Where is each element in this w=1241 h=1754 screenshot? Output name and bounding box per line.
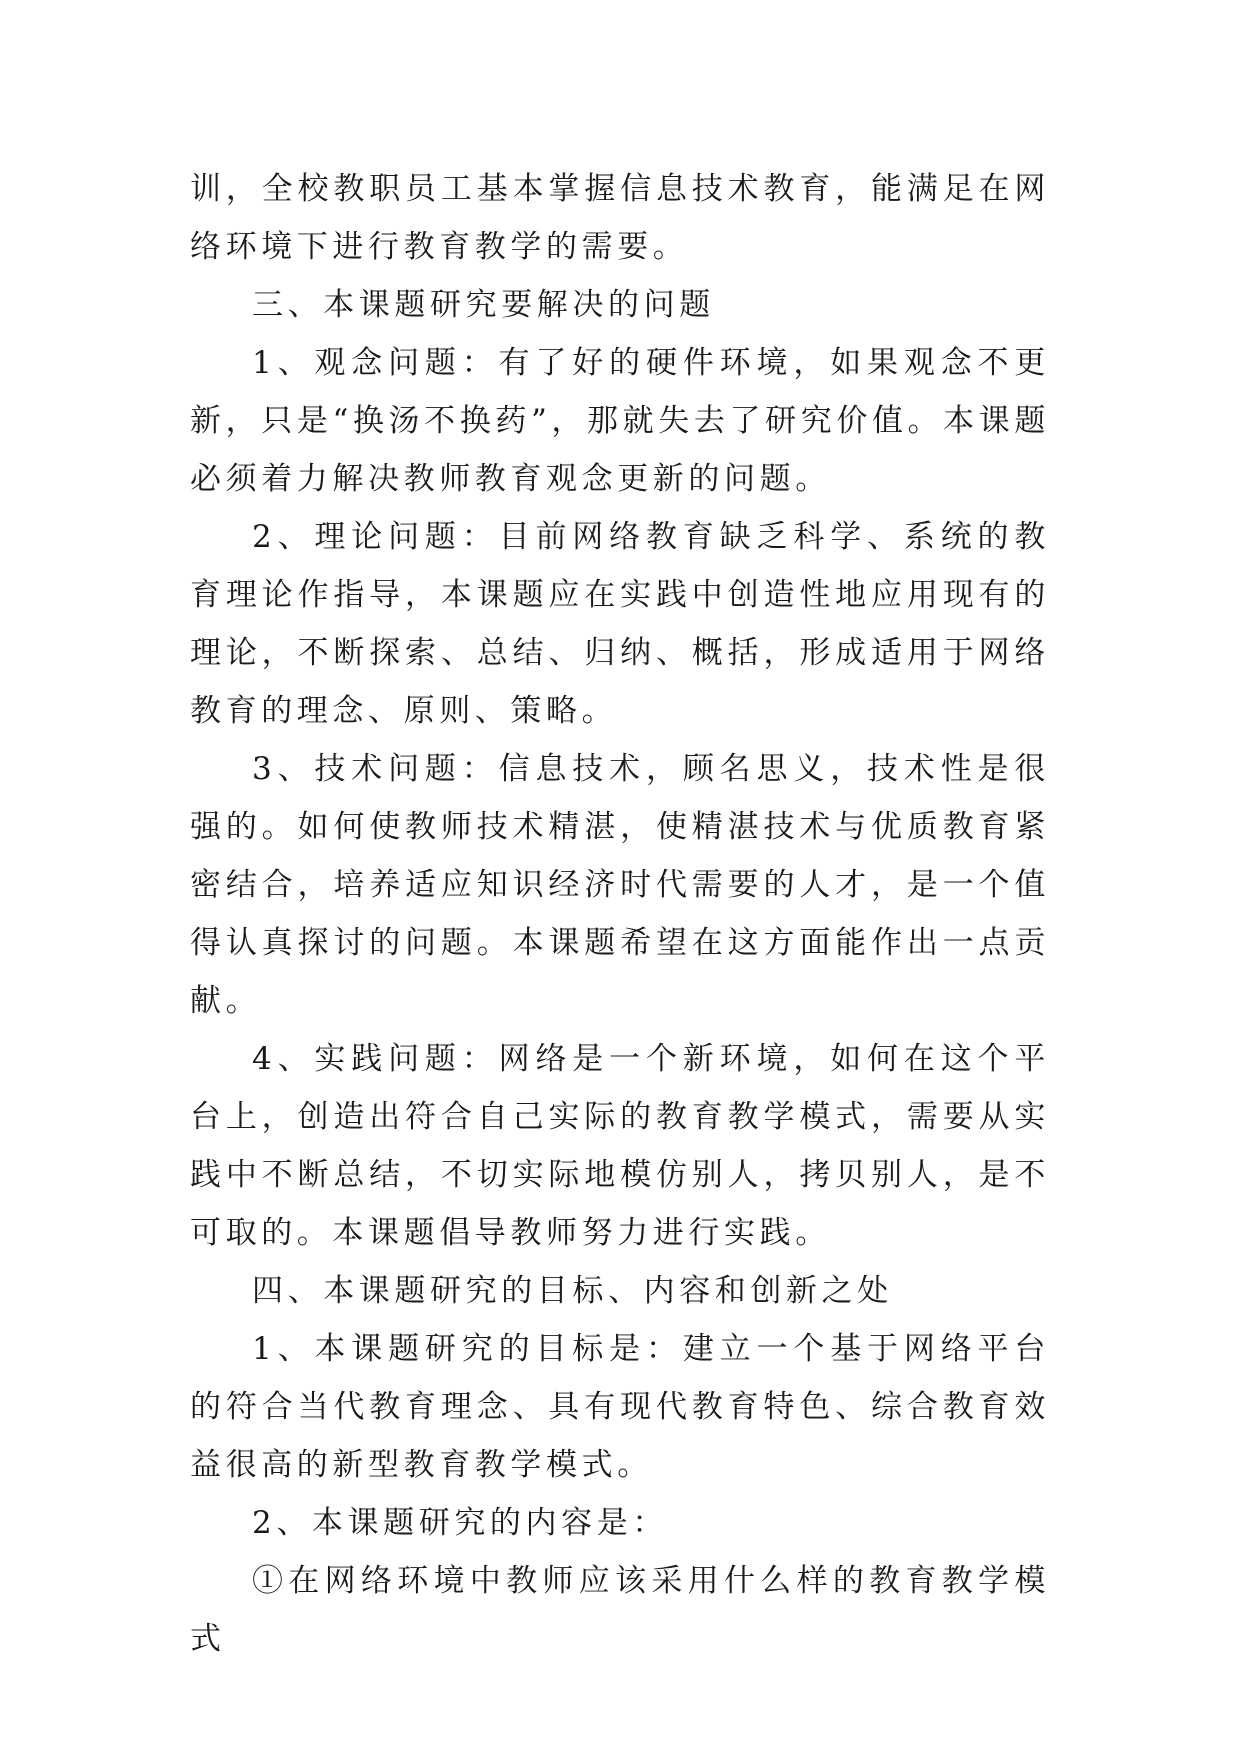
section-heading-problems: 三、本课题研究要解决的问题 <box>252 287 715 323</box>
paragraph-research-content: 2、本课题研究的内容是： <box>252 1505 668 1541</box>
document-body <box>190 160 1050 1668</box>
paragraph-research-goal: 1、本课题研究的目标是：建立一个基于网络平台的符合当代教育理念、具有现代教育特色、综合教育效益很高的新型教育教学模式。 <box>190 1331 1050 1483</box>
paragraph-content-item-1: ①在网络环境中教师应该采用什么样的教育教学模式 <box>190 1563 1050 1657</box>
paragraph-continuation: 训，全校教职员工基本掌握信息技术教育，能满足在网络环境下进行教育教学的需要。 <box>190 171 1050 265</box>
paragraph-practice-problem: 4、实践问题：网络是一个新环境，如何在这个平台上，创造出符合自己实际的教育教学模式，需要从实践中不断总结，不切实际地模仿别人，拷贝别人，是不可取的。本课题倡导教师努力进行实践。 <box>190 1041 1050 1251</box>
paragraph-concept-problem: 1、观念问题：有了好的硬件环境，如果观念不更新，只是“换汤不换药”，那就失去了研究价值。本课题必须着力解决教师教育观念更新的问题。 <box>190 345 1050 497</box>
paragraph-technology-problem: 3、技术问题：信息技术，顾名思义，技术性是很强的。如何使教师技术精湛，使精湛技术与优质教育紧密结合，培养适应知识经济时代需要的人才，是一个值得认真探讨的问题。本课题希望在这方面能作出一点贡献。 <box>190 751 1050 1019</box>
section-heading-goals: 四、本课题研究的目标、内容和创新之处 <box>252 1273 893 1309</box>
paragraph-theory-problem: 2、理论问题：目前网络教育缺乏科学、系统的教育理论作指导，本课题应在实践中创造性地应用现有的理论，不断探索、总结、归纳、概括，形成适用于网络教育的理念、原则、策略。 <box>190 519 1050 729</box>
